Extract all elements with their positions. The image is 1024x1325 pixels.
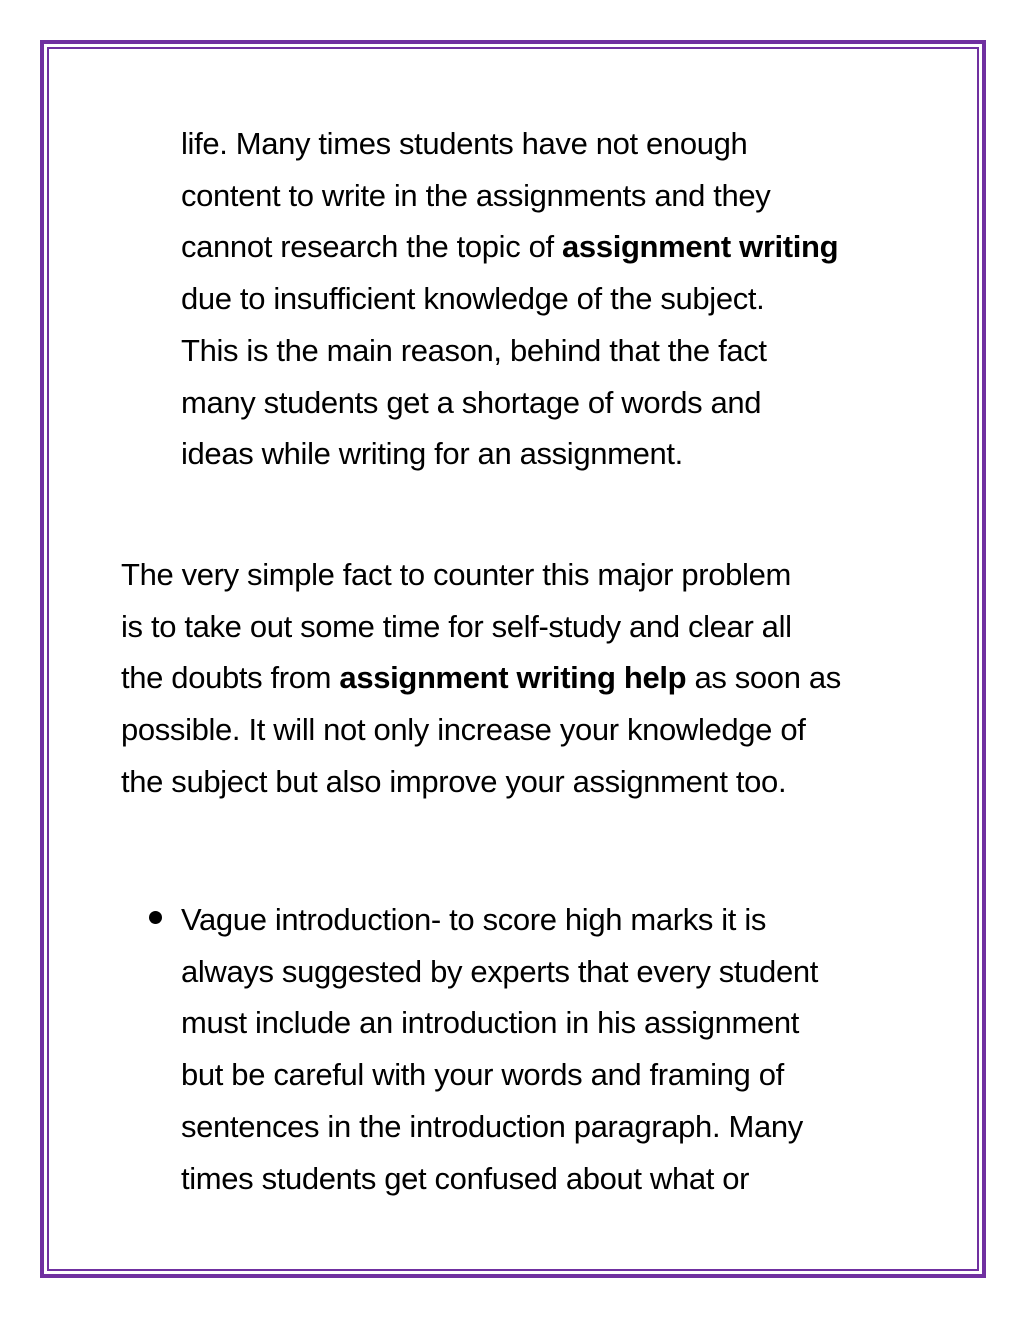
- text-line: times students get confused about what or: [181, 1160, 750, 1196]
- text-line: This is the main reason, behind that the fact: [181, 332, 767, 368]
- bold-keyword: assignment writing help: [339, 660, 687, 696]
- text-line: content to write in the assignments and they: [181, 177, 771, 213]
- text-line: sentences in the introduction paragraph. Many: [181, 1108, 803, 1144]
- text-line: many students get a shortage of words and: [181, 384, 762, 420]
- text-line: but be careful with your words and framing of: [181, 1057, 784, 1093]
- text-line: the subject but also improve your assignment too.: [121, 763, 787, 799]
- text-line: due to insufficient knowledge of the subject.: [181, 281, 765, 317]
- text-line: [181, 221, 838, 273]
- text-line: ideas while writing for an assignment.: [181, 436, 683, 472]
- text-line: [121, 652, 841, 704]
- text-line: possible. It will not only increase your knowledge of: [121, 712, 806, 748]
- bold-keyword: assignment writing: [562, 229, 839, 265]
- continued-bullet-paragraph: [181, 118, 838, 480]
- text-run: as soon as: [686, 660, 841, 696]
- text-run: cannot research the topic of: [181, 229, 563, 265]
- text-line: The very simple fact to counter this major problem: [121, 557, 791, 592]
- bullet-list-item: [181, 894, 818, 1204]
- text-line: Vague introduction- to score high marks it is: [181, 902, 767, 937]
- text-line: must include an introduction in his assignment: [181, 1005, 800, 1041]
- text-run: the doubts from: [121, 660, 340, 696]
- text-line: is to take out some time for self-study and clear all: [121, 608, 792, 644]
- bullet-icon: [149, 911, 162, 924]
- text-line: always suggested by experts that every student: [181, 953, 818, 989]
- body-paragraph: [121, 549, 841, 808]
- text-line: life. Many times students have not enough: [181, 126, 748, 161]
